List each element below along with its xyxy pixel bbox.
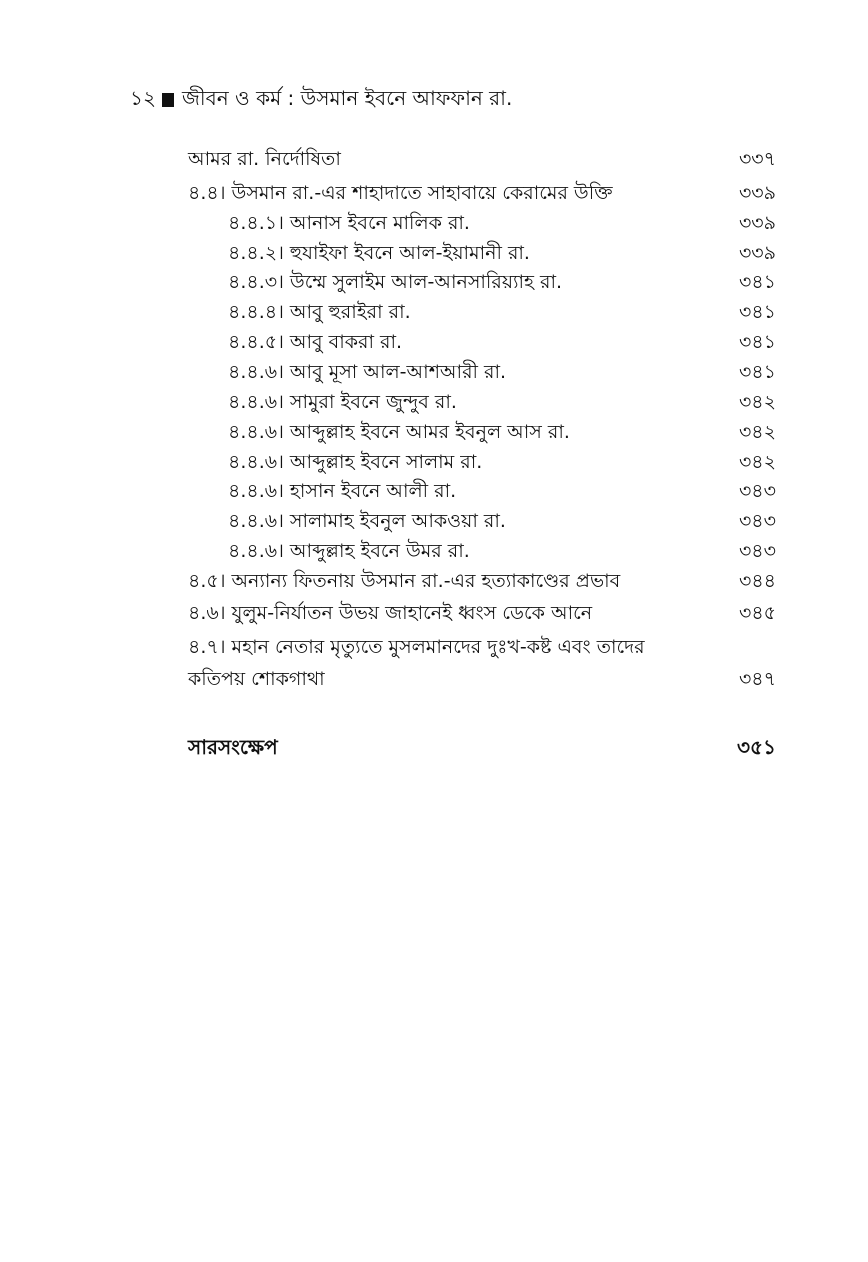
toc-entry-page: ৩৪১ xyxy=(738,331,776,353)
toc-entry-title: ৪.৬। যুলুম-নির্যাতন উভয় জাহানেই ধ্বংস ডেকে আনে xyxy=(188,602,593,624)
toc-entry xyxy=(0,566,868,596)
toc-entry-page: ৩৩৯ xyxy=(738,182,776,204)
toc-entry-title: ৪.৭। মহান নেতার মৃত্যুতে মুসলমানদের দুঃখ-কষ্ট এবং তাদের xyxy=(188,636,645,658)
toc-summary-title: সারসংক্ষেপ xyxy=(188,735,278,759)
toc-entry xyxy=(0,297,868,327)
toc-entry-page: ৩৩৯ xyxy=(738,242,776,264)
toc-entry-title: ৪.৪.১। আনাস ইবনে মালিক রা. xyxy=(228,212,470,234)
toc-entry-title: আমর রা. নির্দোষিতা xyxy=(188,148,341,170)
toc-entry-page: ৩৪১ xyxy=(738,271,776,293)
toc-entry-title: কতিপয় শোকগাথা xyxy=(188,668,325,690)
toc-entry-title: ৪.৪.৪। আবু হুরাইরা রা. xyxy=(228,301,411,323)
toc-entry-title: ৪.৪.৬। হাসান ইবনে আলী রা. xyxy=(228,480,457,502)
toc-entry-title: ৪.৪.৬। সালামাহ ইবনুল আকওয়া রা. xyxy=(228,510,506,532)
toc-entry-page: ৩৪৭ xyxy=(738,668,776,690)
toc-entry xyxy=(0,238,868,268)
toc-entry-title: ৪.৪.৬। সামুরা ইবনে জুন্দুব রা. xyxy=(228,391,457,413)
toc-entry-page: ৩৪১ xyxy=(738,361,776,383)
toc-entry-page: ৩৩৭ xyxy=(738,148,776,170)
toc-entry-title: ৪.৫। অন্যান্য ফিতনায় উসমান রা.-এর হত্যাকাণ্ডের প্রভাব xyxy=(188,570,621,592)
toc-entry-page: ৩৪৩ xyxy=(738,510,776,532)
toc-entry xyxy=(0,664,868,694)
toc-entry-page: ৩৪১ xyxy=(738,301,776,323)
toc-entry-page: ৩৪২ xyxy=(738,391,776,413)
toc-entry-page: ৩৪২ xyxy=(738,451,776,473)
toc-entry xyxy=(0,417,868,447)
toc-entry-title: ৪.৪.৫। আবু বাকরা রা. xyxy=(228,331,403,353)
toc-entry-title: ৪.৪.৬। আব্দুল্লাহ ইবনে সালাম রা. xyxy=(228,451,483,473)
toc-entry xyxy=(0,327,868,357)
toc-entry-page: ৩৪২ xyxy=(738,421,776,443)
toc-entry-title: ৪.৪.৬। আব্দুল্লাহ ইবনে আমর ইবনুল আস রা. xyxy=(228,421,570,443)
toc-entry-page: ৩৪৩ xyxy=(738,540,776,562)
toc-entry-title: ৪.৪.২। হুযাইফা ইবনে আল-ইয়ামানী রা. xyxy=(228,242,530,264)
header-page-number: ১২ xyxy=(130,86,156,110)
toc-entry xyxy=(0,447,868,477)
toc-summary-entry xyxy=(0,732,868,762)
toc-entry xyxy=(0,387,868,417)
toc-entry xyxy=(0,598,868,628)
toc-entry xyxy=(0,267,868,297)
toc-entry xyxy=(0,506,868,536)
toc-entry xyxy=(0,144,868,174)
toc-entry-title: ৪.৪.৬। আব্দুল্লাহ ইবনে উমর রা. xyxy=(228,540,470,562)
toc-entry xyxy=(0,357,868,387)
toc-entry-title: ৪.৪.৩। উম্মে সুলাইম আল-আনসারিয়্যাহ রা. xyxy=(228,271,563,293)
toc-entry xyxy=(0,536,868,566)
header-title: জীবন ও কর্ম : উসমান ইবনে আফফান রা. xyxy=(181,86,513,110)
toc-entry-page: ৩৩৯ xyxy=(738,212,776,234)
toc-summary-page: ৩৫১ xyxy=(737,735,776,759)
toc-entry xyxy=(0,178,868,208)
toc-entry-title: ৪.৪। উসমান রা.-এর শাহাদাতে সাহাবায়ে কেরামের উক্তি xyxy=(188,182,613,204)
toc-entry-title: ৪.৪.৬। আবু মূসা আল-আশআরী রা. xyxy=(228,361,507,383)
toc-entry-page: ৩৪৫ xyxy=(738,602,776,624)
toc-entry xyxy=(0,476,868,506)
toc-entry xyxy=(0,632,868,662)
toc-entry xyxy=(0,208,868,238)
toc-entry-page: ৩৪৪ xyxy=(738,570,776,592)
toc-entry-page: ৩৪৩ xyxy=(738,480,776,502)
